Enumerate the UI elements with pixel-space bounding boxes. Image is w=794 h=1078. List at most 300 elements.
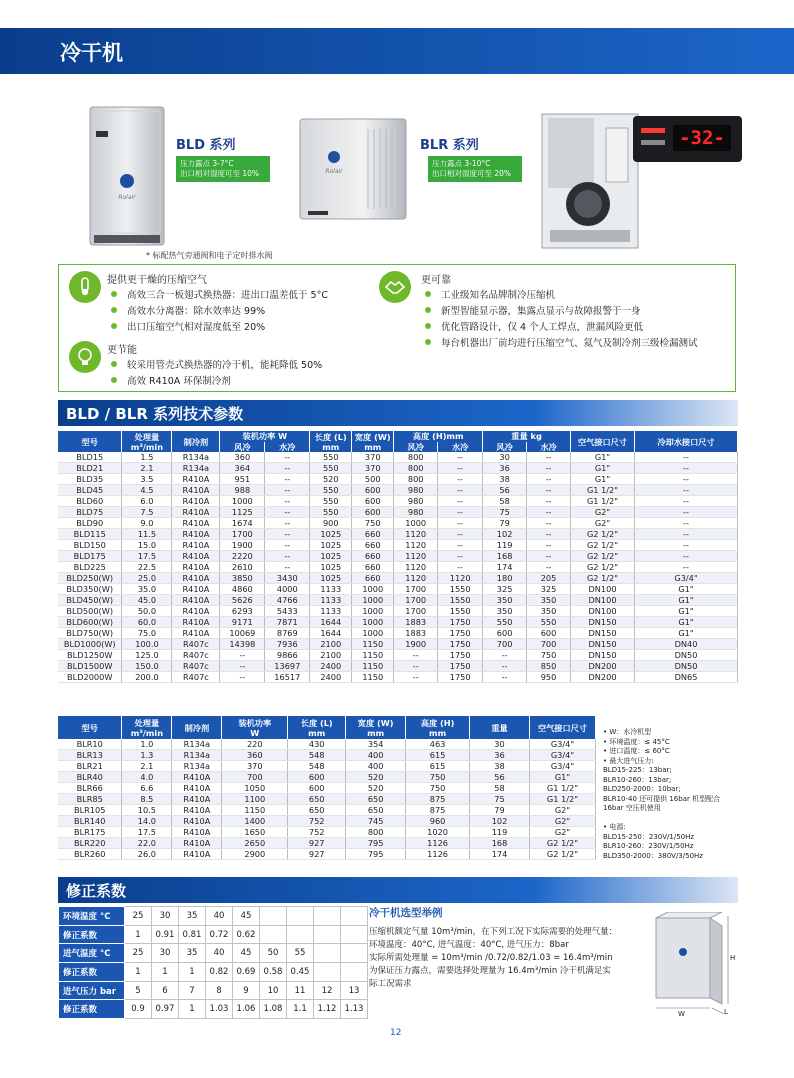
- table-cell: --: [527, 485, 571, 496]
- page-number: 12: [390, 1028, 402, 1038]
- correction-value: 1: [179, 1000, 206, 1019]
- table-cell: 1133: [310, 595, 352, 606]
- lightbulb-icon: [69, 341, 101, 373]
- table-cell: 600: [483, 628, 527, 639]
- table-cell: 927: [288, 838, 346, 849]
- table-cell: 650: [288, 805, 346, 816]
- correction-value: 8: [206, 981, 233, 1000]
- table-cell: 1750: [438, 639, 483, 650]
- table-cell: --: [634, 551, 737, 562]
- table-cell: G2 1/2": [529, 838, 595, 849]
- table-cell: --: [634, 507, 737, 518]
- table-cell: 4.5: [122, 485, 172, 496]
- controller-image: [633, 116, 742, 162]
- table-cell: R410A: [172, 617, 220, 628]
- table-cell: 360: [222, 750, 288, 761]
- table-cell: BLR140: [58, 816, 122, 827]
- table-cell: 14398: [220, 639, 265, 650]
- table-cell: 100.0: [122, 639, 172, 650]
- table-cell: 745: [346, 816, 406, 827]
- table-cell: 550: [310, 452, 352, 463]
- table-cell: 660: [352, 540, 394, 551]
- table-cell: 25.0: [122, 573, 172, 584]
- table-cell: --: [634, 474, 737, 485]
- table-cell: 102: [483, 529, 527, 540]
- correction-section-title: 修正系数: [66, 882, 127, 900]
- table-cell: 13697: [265, 661, 310, 672]
- correction-value: 12: [314, 981, 341, 1000]
- table-cell: R410A: [172, 507, 220, 518]
- table-cell: G1 1/2": [529, 783, 595, 794]
- table-cell: R407c: [172, 639, 220, 650]
- table-cell: G3/4": [529, 761, 595, 772]
- correction-value: 35: [179, 907, 206, 926]
- table-cell: 548: [288, 761, 346, 772]
- table-cell: 1126: [406, 849, 470, 860]
- table-cell: 1120: [394, 529, 438, 540]
- table-row: [58, 672, 738, 683]
- correction-value: [287, 925, 314, 944]
- table-cell: 36: [470, 750, 530, 761]
- table-cell: BLD450(W): [58, 595, 122, 606]
- table-cell: --: [438, 507, 483, 518]
- correction-value: [341, 963, 368, 982]
- table-cell: 1000: [352, 606, 394, 617]
- table-cell: --: [438, 562, 483, 573]
- table-cell: G2": [571, 518, 635, 529]
- table-cell: 125.0: [122, 650, 172, 661]
- correction-value: 0.45: [287, 963, 314, 982]
- correction-value: 7: [179, 981, 206, 1000]
- led-icon: [641, 128, 665, 133]
- table-cell: 1.3: [122, 750, 172, 761]
- note-line: • W：水冷机型: [603, 728, 652, 736]
- correction-value: [314, 944, 341, 963]
- table-cell: --: [527, 463, 571, 474]
- table-cell: --: [265, 463, 310, 474]
- table-cell: DN50: [634, 661, 737, 672]
- table-cell: 750: [352, 518, 394, 529]
- table-cell: --: [265, 474, 310, 485]
- table-cell: --: [483, 650, 527, 661]
- table-cell: 6.6: [122, 783, 172, 794]
- table-cell: 615: [406, 761, 470, 772]
- selection-line: 实际所需处理量 = 10m³/min /0.72/0.82/1.03 = 16.4m³/min: [369, 953, 613, 963]
- table-cell: --: [438, 463, 483, 474]
- table-cell: --: [394, 661, 438, 672]
- handshake-icon: [379, 271, 411, 303]
- table-cell: 17.5: [122, 551, 172, 562]
- table-cell: 600: [352, 507, 394, 518]
- table-cell: 150.0: [122, 661, 172, 672]
- table-cell: G2 1/2": [571, 573, 635, 584]
- table-cell: G2 1/2": [529, 849, 595, 860]
- table-cell: G3/4": [634, 573, 737, 584]
- table-cell: 180: [483, 573, 527, 584]
- table-cell: --: [220, 661, 265, 672]
- table-cell: 3.5: [122, 474, 172, 485]
- correction-value: 45: [233, 907, 260, 926]
- table-cell: 350: [527, 595, 571, 606]
- table-cell: 350: [483, 606, 527, 617]
- table-cell: 364: [220, 463, 265, 474]
- table-cell: 325: [527, 584, 571, 595]
- table-cell: DN150: [571, 650, 635, 661]
- table-cell: BLR21: [58, 761, 122, 772]
- table-cell: BLR13: [58, 750, 122, 761]
- table-cell: 50.0: [122, 606, 172, 617]
- table-cell: --: [394, 672, 438, 683]
- table-cell: DN65: [634, 672, 737, 683]
- table-cell: 600: [288, 772, 346, 783]
- col-fan: 风冷: [483, 442, 527, 453]
- col-flow: 处理量 m³/min: [122, 716, 172, 739]
- table-row: [58, 573, 738, 584]
- table-row: [58, 639, 738, 650]
- table-cell: 1000: [352, 617, 394, 628]
- note-line: BLD15-250：230V/1/50Hz: [603, 832, 695, 841]
- table-cell: 1000: [394, 518, 438, 529]
- table-row: [58, 496, 738, 507]
- table-cell: 1150: [352, 661, 394, 672]
- table-cell: G2 1/2": [571, 562, 635, 573]
- dim-height-label: H: [730, 954, 736, 962]
- note-line: 16bar 空压机使用: [603, 804, 661, 812]
- table-cell: BLD500(W): [58, 606, 122, 617]
- table-cell: DN150: [571, 639, 635, 650]
- table-cell: 548: [288, 750, 346, 761]
- table-cell: G2": [529, 816, 595, 827]
- table-cell: 1133: [310, 606, 352, 617]
- table-cell: 2900: [222, 849, 288, 860]
- table-cell: 1150: [352, 672, 394, 683]
- table-cell: 9866: [265, 650, 310, 661]
- table-cell: 1000: [352, 628, 394, 639]
- bld-spec-dewpoint: 压力露点 3-7°C: [180, 159, 234, 168]
- table-cell: BLD2000W: [58, 672, 122, 683]
- table-cell: R134a: [172, 463, 220, 474]
- table-cell: 15.0: [122, 540, 172, 551]
- correction-value: 1.12: [314, 1000, 341, 1019]
- correction-value: 1.13: [341, 1000, 368, 1019]
- table-cell: --: [438, 485, 483, 496]
- table-cell: 1025: [310, 573, 352, 584]
- table-cell: --: [634, 540, 737, 551]
- table-cell: --: [265, 551, 310, 562]
- table-cell: G2": [571, 507, 635, 518]
- feature-dry-item: 高效水分离器：除水效率达 99%: [111, 303, 265, 317]
- table-cell: 951: [220, 474, 265, 485]
- table-cell: 750: [406, 783, 470, 794]
- correction-value: 1: [152, 963, 179, 982]
- table-cell: R410A: [172, 496, 220, 507]
- correction-value: [260, 925, 287, 944]
- table-cell: 370: [352, 452, 394, 463]
- table-cell: R407c: [172, 661, 220, 672]
- col-water: 水冷: [438, 442, 483, 453]
- table-cell: 752: [288, 816, 346, 827]
- table-row: [58, 816, 596, 827]
- table-cell: 79: [470, 805, 530, 816]
- table-cell: G1": [634, 628, 737, 639]
- table-cell: 75.0: [122, 628, 172, 639]
- table-cell: 550: [310, 496, 352, 507]
- note-line: • 环境温度：≤ 45°C: [603, 737, 670, 746]
- table-cell: 8769: [265, 628, 310, 639]
- table-cell: 550: [310, 485, 352, 496]
- table-cell: 4.0: [122, 772, 172, 783]
- table-cell: 26.0: [122, 849, 172, 860]
- table-cell: BLD60: [58, 496, 122, 507]
- table-cell: 75: [483, 507, 527, 518]
- blr-spec-dewpoint: 压力露点 3-10°C: [432, 159, 491, 168]
- table-cell: 9171: [220, 617, 265, 628]
- table-cell: 1700: [394, 595, 438, 606]
- table-cell: --: [527, 452, 571, 463]
- table-cell: 1750: [438, 672, 483, 683]
- note-line: • 最大进气压力:: [603, 756, 654, 765]
- table-row: [58, 584, 738, 595]
- table-cell: R134a: [172, 452, 220, 463]
- table-cell: --: [527, 518, 571, 529]
- table-cell: 1883: [394, 617, 438, 628]
- table-cell: G1": [634, 606, 737, 617]
- correction-value: 0.72: [206, 925, 233, 944]
- table-cell: 1400: [222, 816, 288, 827]
- correction-value: 45: [233, 944, 260, 963]
- col-water: 水冷: [265, 442, 310, 453]
- table-cell: G1 1/2": [571, 485, 635, 496]
- table-cell: 22.5: [122, 562, 172, 573]
- table-cell: R410A: [172, 485, 220, 496]
- table-cell: 875: [406, 794, 470, 805]
- correction-value: 0.58: [260, 963, 287, 982]
- table-cell: --: [527, 507, 571, 518]
- feature-reliable-item: 工业级知名品牌制冷压缩机: [425, 287, 555, 301]
- correction-value: 1.08: [260, 1000, 287, 1019]
- table-cell: BLR260: [58, 849, 122, 860]
- table-cell: 102: [470, 816, 530, 827]
- table-cell: 750: [527, 650, 571, 661]
- table-cell: BLR220: [58, 838, 122, 849]
- dim-length-label: L: [724, 1008, 728, 1016]
- table-cell: 2100: [310, 650, 352, 661]
- correction-value: [260, 907, 287, 926]
- table-cell: 354: [346, 739, 406, 750]
- table-row: [58, 606, 738, 617]
- correction-label: 修正系数: [59, 963, 125, 982]
- bld-product-image: [88, 103, 166, 250]
- table-cell: G1": [571, 452, 635, 463]
- table-cell: 6293: [220, 606, 265, 617]
- note-line: BLD250-2000：10bar;: [603, 785, 681, 793]
- table-cell: 7871: [265, 617, 310, 628]
- table-cell: 2610: [220, 562, 265, 573]
- correction-value: 30: [152, 944, 179, 963]
- table-cell: DN50: [634, 650, 737, 661]
- table-cell: 1120: [394, 573, 438, 584]
- table-cell: --: [265, 518, 310, 529]
- image-note: * 标配热气旁通阀和电子定时排水阀: [146, 251, 273, 260]
- correction-value: 1.06: [233, 1000, 260, 1019]
- col-weight: 重量: [470, 716, 530, 739]
- table-cell: --: [527, 540, 571, 551]
- table-cell: 463: [406, 739, 470, 750]
- table-cell: 22.0: [122, 838, 172, 849]
- table-cell: 1150: [222, 805, 288, 816]
- table-cell: 660: [352, 529, 394, 540]
- table-cell: BLR10: [58, 739, 122, 750]
- table-cell: --: [220, 650, 265, 661]
- table-cell: 752: [288, 827, 346, 838]
- blr-spec-table: [58, 716, 596, 860]
- table-cell: 980: [394, 485, 438, 496]
- correction-value: [314, 963, 341, 982]
- correction-label: 修正系数: [59, 1000, 125, 1019]
- svg-text:Rolair: Rolair: [118, 194, 136, 201]
- correction-value: 25: [125, 907, 152, 926]
- table-cell: R410A: [172, 783, 222, 794]
- table-cell: BLD150: [58, 540, 122, 551]
- col-height: 高度 (H)mm: [394, 431, 483, 442]
- table-row: [59, 944, 368, 963]
- correction-value: 6: [152, 981, 179, 1000]
- table-cell: 1100: [222, 794, 288, 805]
- table-cell: --: [265, 540, 310, 551]
- correction-value: [341, 925, 368, 944]
- table-cell: DN150: [571, 617, 635, 628]
- table-cell: R410A: [172, 827, 222, 838]
- table-cell: BLR85: [58, 794, 122, 805]
- table-cell: R410A: [172, 529, 220, 540]
- led-icon: [641, 140, 665, 145]
- col-air-port: 空气接口尺寸: [529, 716, 595, 739]
- correction-label: 修正系数: [59, 925, 125, 944]
- correction-table: [58, 906, 368, 1019]
- correction-value: 0.82: [206, 963, 233, 982]
- table-cell: 500: [352, 474, 394, 485]
- table-cell: --: [634, 452, 737, 463]
- table-cell: R410A: [172, 838, 222, 849]
- table-row: [58, 463, 738, 474]
- table-cell: 1.0: [122, 739, 172, 750]
- table-cell: R410A: [172, 606, 220, 617]
- table-cell: 325: [483, 584, 527, 595]
- table-cell: --: [634, 518, 737, 529]
- correction-label: 环境温度 °C: [59, 907, 125, 926]
- table-cell: 1550: [438, 595, 483, 606]
- table-cell: 1150: [352, 639, 394, 650]
- bld-spec-humidity: 出口相对湿度可至 10%: [180, 169, 260, 178]
- col-refrigerant: 制冷剂: [172, 431, 220, 452]
- table-cell: 650: [346, 794, 406, 805]
- table-cell: 3430: [265, 573, 310, 584]
- table-cell: --: [220, 672, 265, 683]
- note-line: • 电源:: [603, 823, 626, 831]
- table-cell: DN100: [571, 584, 635, 595]
- col-height: 高度 (H) mm: [406, 716, 470, 739]
- table-cell: 600: [352, 485, 394, 496]
- table-cell: 8.5: [122, 794, 172, 805]
- table-cell: BLD600(W): [58, 617, 122, 628]
- table-cell: BLD115: [58, 529, 122, 540]
- table-cell: 16517: [265, 672, 310, 683]
- table-cell: --: [438, 518, 483, 529]
- table-row: [58, 827, 596, 838]
- table-cell: 520: [346, 772, 406, 783]
- table-cell: 2.1: [122, 463, 172, 474]
- col-length: 长度 (L) mm: [288, 716, 346, 739]
- feature-reliable-item: 每台机器出厂前均进行压缩空气、氦气及制冷剂三级检漏测试: [425, 335, 698, 349]
- table-cell: --: [527, 496, 571, 507]
- col-weight: 重量 kg: [483, 431, 571, 442]
- selection-line: 为保证压力露点，需要选择处理量为 16.4m³/min 冷干机满足实: [369, 966, 611, 976]
- table-cell: 520: [346, 783, 406, 794]
- table-cell: 75: [470, 794, 530, 805]
- blr-product-image: [298, 115, 410, 223]
- correction-value: [314, 907, 341, 926]
- blr-spec-humidity: 出口相对湿度可至 20%: [432, 169, 512, 178]
- note-line: BLR10-40 还可提供 16bar 机型配合: [603, 794, 721, 803]
- table-cell: R410A: [172, 551, 220, 562]
- table-cell: 1883: [394, 628, 438, 639]
- table-cell: 38: [470, 761, 530, 772]
- table-cell: DN200: [571, 661, 635, 672]
- table-cell: 5626: [220, 595, 265, 606]
- col-length: 长度 (L) mm: [310, 431, 352, 452]
- feature-reliable-item: 优化管路设计，仅 4 个人工焊点，泄漏风险更低: [425, 319, 643, 333]
- table-row: [58, 551, 738, 562]
- table-cell: 60.0: [122, 617, 172, 628]
- table-cell: 174: [483, 562, 527, 573]
- dimension-diagram: [650, 912, 736, 1018]
- table-cell: G1": [571, 474, 635, 485]
- feature-energy-item: 高效 R410A 环保制冷剂: [111, 373, 231, 387]
- table-row: [58, 849, 596, 860]
- table-cell: 988: [220, 485, 265, 496]
- table-cell: --: [438, 540, 483, 551]
- table-cell: BLD90: [58, 518, 122, 529]
- table-cell: 58: [470, 783, 530, 794]
- table-row: [58, 518, 738, 529]
- table-cell: 1125: [220, 507, 265, 518]
- table-cell: 520: [310, 474, 352, 485]
- table-cell: BLR66: [58, 783, 122, 794]
- col-fan: 风冷: [220, 442, 265, 453]
- table-cell: G2": [529, 827, 595, 838]
- correction-value: 0.81: [179, 925, 206, 944]
- table-row: [59, 981, 368, 1000]
- table-cell: 1700: [220, 529, 265, 540]
- table-cell: G3/4": [529, 739, 595, 750]
- table-cell: 980: [394, 507, 438, 518]
- table-cell: 1025: [310, 551, 352, 562]
- table-cell: BLD1000(W): [58, 639, 122, 650]
- table-cell: BLD21: [58, 463, 122, 474]
- table-cell: R134a: [172, 761, 222, 772]
- table-cell: BLD15: [58, 452, 122, 463]
- table-cell: BLD225: [58, 562, 122, 573]
- table-cell: 370: [352, 463, 394, 474]
- table-cell: --: [634, 496, 737, 507]
- table-cell: --: [483, 672, 527, 683]
- table-row: [58, 485, 738, 496]
- table-cell: R410A: [172, 518, 220, 529]
- correction-value: 1.1: [287, 1000, 314, 1019]
- table-cell: DN200: [571, 672, 635, 683]
- correction-value: 1: [125, 925, 152, 944]
- note-line: [603, 814, 720, 824]
